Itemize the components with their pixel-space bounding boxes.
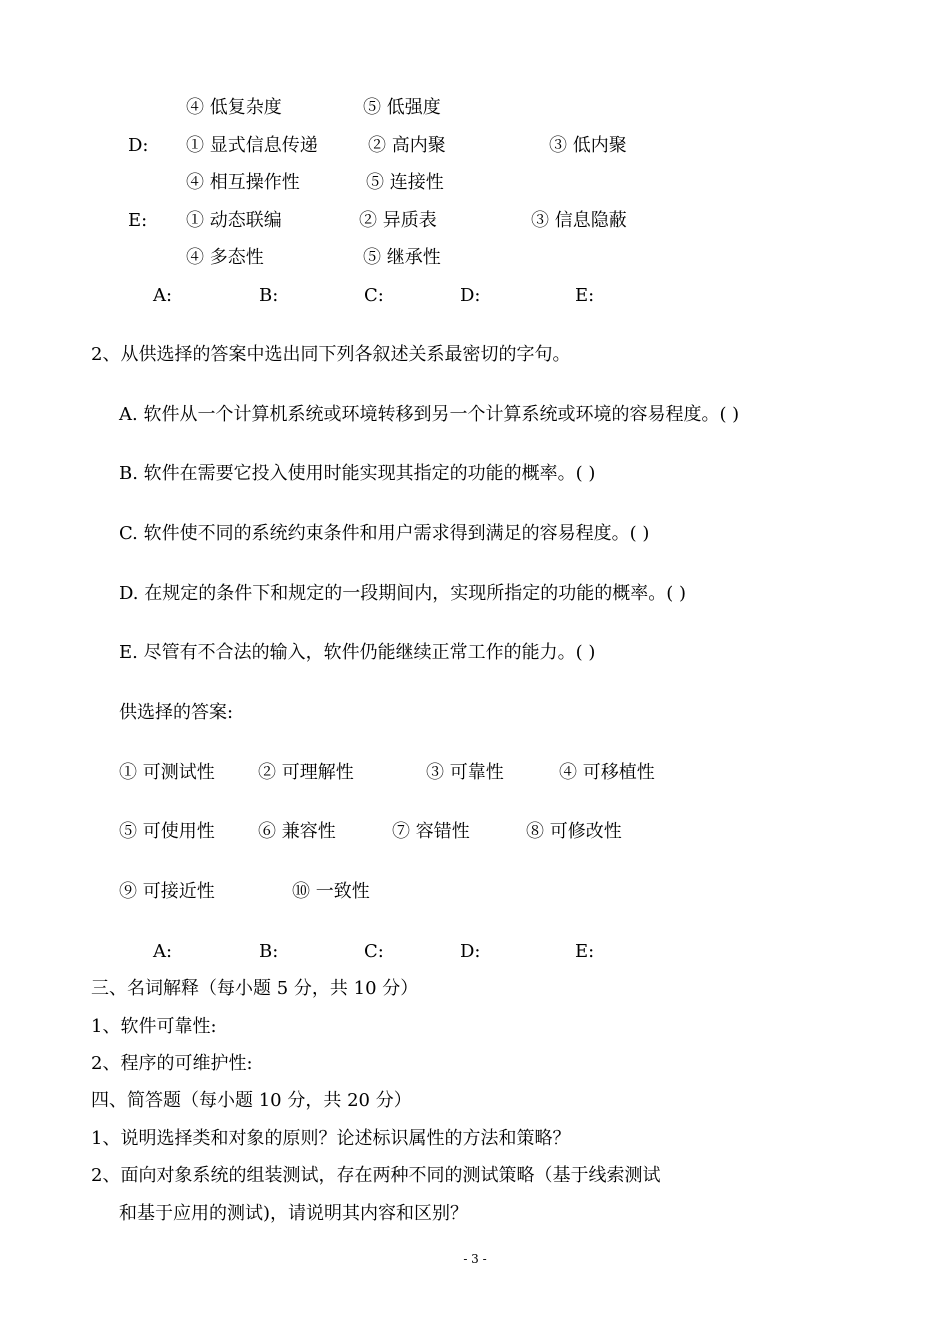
page-number: - 3 - (463, 1252, 487, 1266)
answer-slot: E: (575, 285, 595, 306)
answer-slot: D: (460, 285, 481, 306)
question-item: A. 软件从一个计算机系统或环境转移到另一个计算系统或环境的容易程度。( ) (119, 404, 740, 425)
question-label-d: D: (128, 135, 149, 156)
question-title: 2、从供选择的答案中选出同下列各叙述关系最密切的字句。 (91, 344, 571, 365)
choice-item: ⑧ 可修改性 (526, 821, 622, 842)
section-item: 和基于应用的测试)，请说明其内容和区别？ (119, 1203, 469, 1224)
option-item: ① 显式信息传递 (186, 135, 318, 156)
option-item: ② 高内聚 (368, 135, 446, 156)
choice-item: ⑨ 可接近性 (119, 881, 215, 902)
answer-slot: D: (460, 941, 481, 962)
option-item: ④ 相互操作性 (186, 172, 300, 193)
choice-item: ④ 可移植性 (559, 762, 655, 783)
choice-item: ⑥ 兼容性 (258, 821, 336, 842)
question-label-e: E: (128, 210, 148, 231)
choice-item: ⑤ 可使用性 (119, 821, 215, 842)
choice-item: ⑦ 容错性 (392, 821, 470, 842)
answer-slot: B: (259, 941, 279, 962)
option-item: ⑤ 低强度 (363, 97, 441, 118)
choice-item: ⑩ 一致性 (292, 881, 370, 902)
answer-slot: C: (364, 285, 384, 306)
question-item: D. 在规定的条件下和规定的一段期间内，实现所指定的功能的概率。( ) (119, 583, 686, 604)
answer-slot: C: (364, 941, 384, 962)
choice-item: ③ 可靠性 (426, 762, 504, 783)
option-item: ② 异质表 (359, 210, 437, 231)
section-item: 2、程序的可维护性: (91, 1053, 253, 1074)
answer-slot: B: (259, 285, 279, 306)
option-item: ③ 低内聚 (549, 135, 627, 156)
option-item: ① 动态联编 (186, 210, 282, 231)
section-heading: 三、名词解释（每小题 5 分，共 10 分） (91, 978, 419, 999)
question-item: C. 软件使不同的系统约束条件和用户需求得到满足的容易程度。( ) (119, 523, 650, 544)
answer-slot: E: (575, 941, 595, 962)
section-item: 1、软件可靠性: (91, 1016, 217, 1037)
section-item: 2、面向对象系统的组装测试，存在两种不同的测试策略（基于线索测试 (91, 1165, 661, 1186)
section-heading: 四、简答题（每小题 10 分，共 20 分） (91, 1090, 412, 1111)
option-item: ③ 信息隐蔽 (531, 210, 627, 231)
choice-item: ② 可理解性 (258, 762, 354, 783)
option-item: ⑤ 继承性 (363, 247, 441, 268)
question-item: E. 尽管有不合法的输入，软件仍能继续正常工作的能力。( ) (119, 642, 596, 663)
answer-slot: A: (153, 941, 173, 962)
question-item: B. 软件在需要它投入使用时能实现其指定的功能的概率。( ) (119, 463, 596, 484)
choice-item: ① 可测试性 (119, 762, 215, 783)
answer-slot: A: (153, 285, 173, 306)
section-item: 1、说明选择类和对象的原则？论述标识属性的方法和策略？ (91, 1128, 571, 1149)
option-item: ④ 多态性 (186, 247, 264, 268)
option-item: ④ 低复杂度 (186, 97, 282, 118)
option-item: ⑤ 连接性 (366, 172, 444, 193)
choices-label: 供选择的答案: (119, 702, 234, 723)
